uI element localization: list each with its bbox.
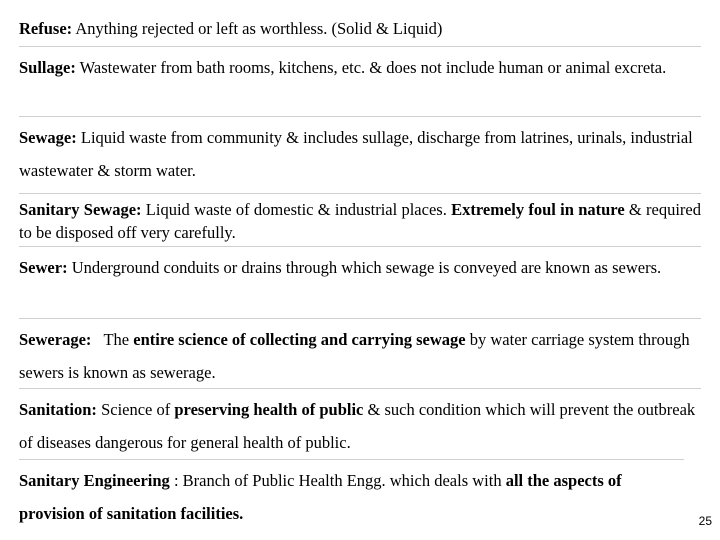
term-sewage: Sewage:: [19, 128, 77, 147]
definition-text-cont: & such condition which will prevent the outbreak of diseases dangerous for general health of public.: [19, 400, 696, 452]
definition-text: Liquid waste of domestic & industrial places.: [145, 200, 447, 219]
definition-text: Liquid waste from community & includes sullage, discharge from latrines, urinals, industrial wastewater & storm water.: [19, 128, 693, 180]
divider: [19, 318, 701, 319]
definition-text: Underground conduits or drains through which sewage is conveyed are known as sewers.: [71, 258, 662, 277]
divider: [19, 46, 701, 47]
term-sanitary-engineering: Sanitary Engineering: [19, 471, 170, 490]
definition-sewage: [19, 121, 701, 187]
term-sanitation: Sanitation:: [19, 400, 97, 419]
definition-text: Science of: [101, 400, 171, 419]
divider: [19, 246, 701, 247]
definition-emphasis: all the aspects of provision of sanitation facilities.: [19, 471, 622, 523]
term-sewerage: Sewerage:: [19, 330, 92, 349]
term-sewer: Sewer:: [19, 258, 68, 277]
definition-sanitary-engineering: [19, 464, 684, 530]
definition-text: Anything rejected or left as worthless. (Solid & Liquid): [75, 19, 443, 38]
definition-emphasis: preserving health of public: [174, 400, 364, 419]
page-number: 25: [698, 514, 712, 528]
divider: [19, 459, 684, 460]
term-refuse: Refuse:: [19, 19, 73, 38]
definition-emphasis: Extremely foul in nature: [451, 200, 625, 219]
definition-text-cont: & required to be disposed off very carefully.: [19, 200, 701, 242]
definition-sewerage: [19, 323, 701, 389]
divider: [19, 193, 701, 194]
term-sanitary-sewage: Sanitary Sewage:: [19, 200, 142, 219]
definition-text-cont: by water carriage system through sewers is known as sewerage.: [19, 330, 690, 382]
definition-emphasis: entire science of collecting and carrying sewage: [133, 330, 466, 349]
definition-sullage: [19, 51, 701, 84]
divider: [19, 116, 701, 117]
definition-text: The: [103, 330, 130, 349]
definition-text: Wastewater from bath rooms, kitchens, etc. & does not include human or animal excreta.: [79, 58, 667, 77]
definition-sanitary-sewage: [19, 198, 701, 244]
definition-text: : Branch of Public Health Engg. which deals with: [173, 471, 502, 490]
divider: [19, 388, 701, 389]
definition-sewer: [19, 251, 701, 284]
definition-refuse: [19, 12, 701, 45]
definition-sanitation: [19, 393, 701, 459]
term-sullage: Sullage:: [19, 58, 76, 77]
